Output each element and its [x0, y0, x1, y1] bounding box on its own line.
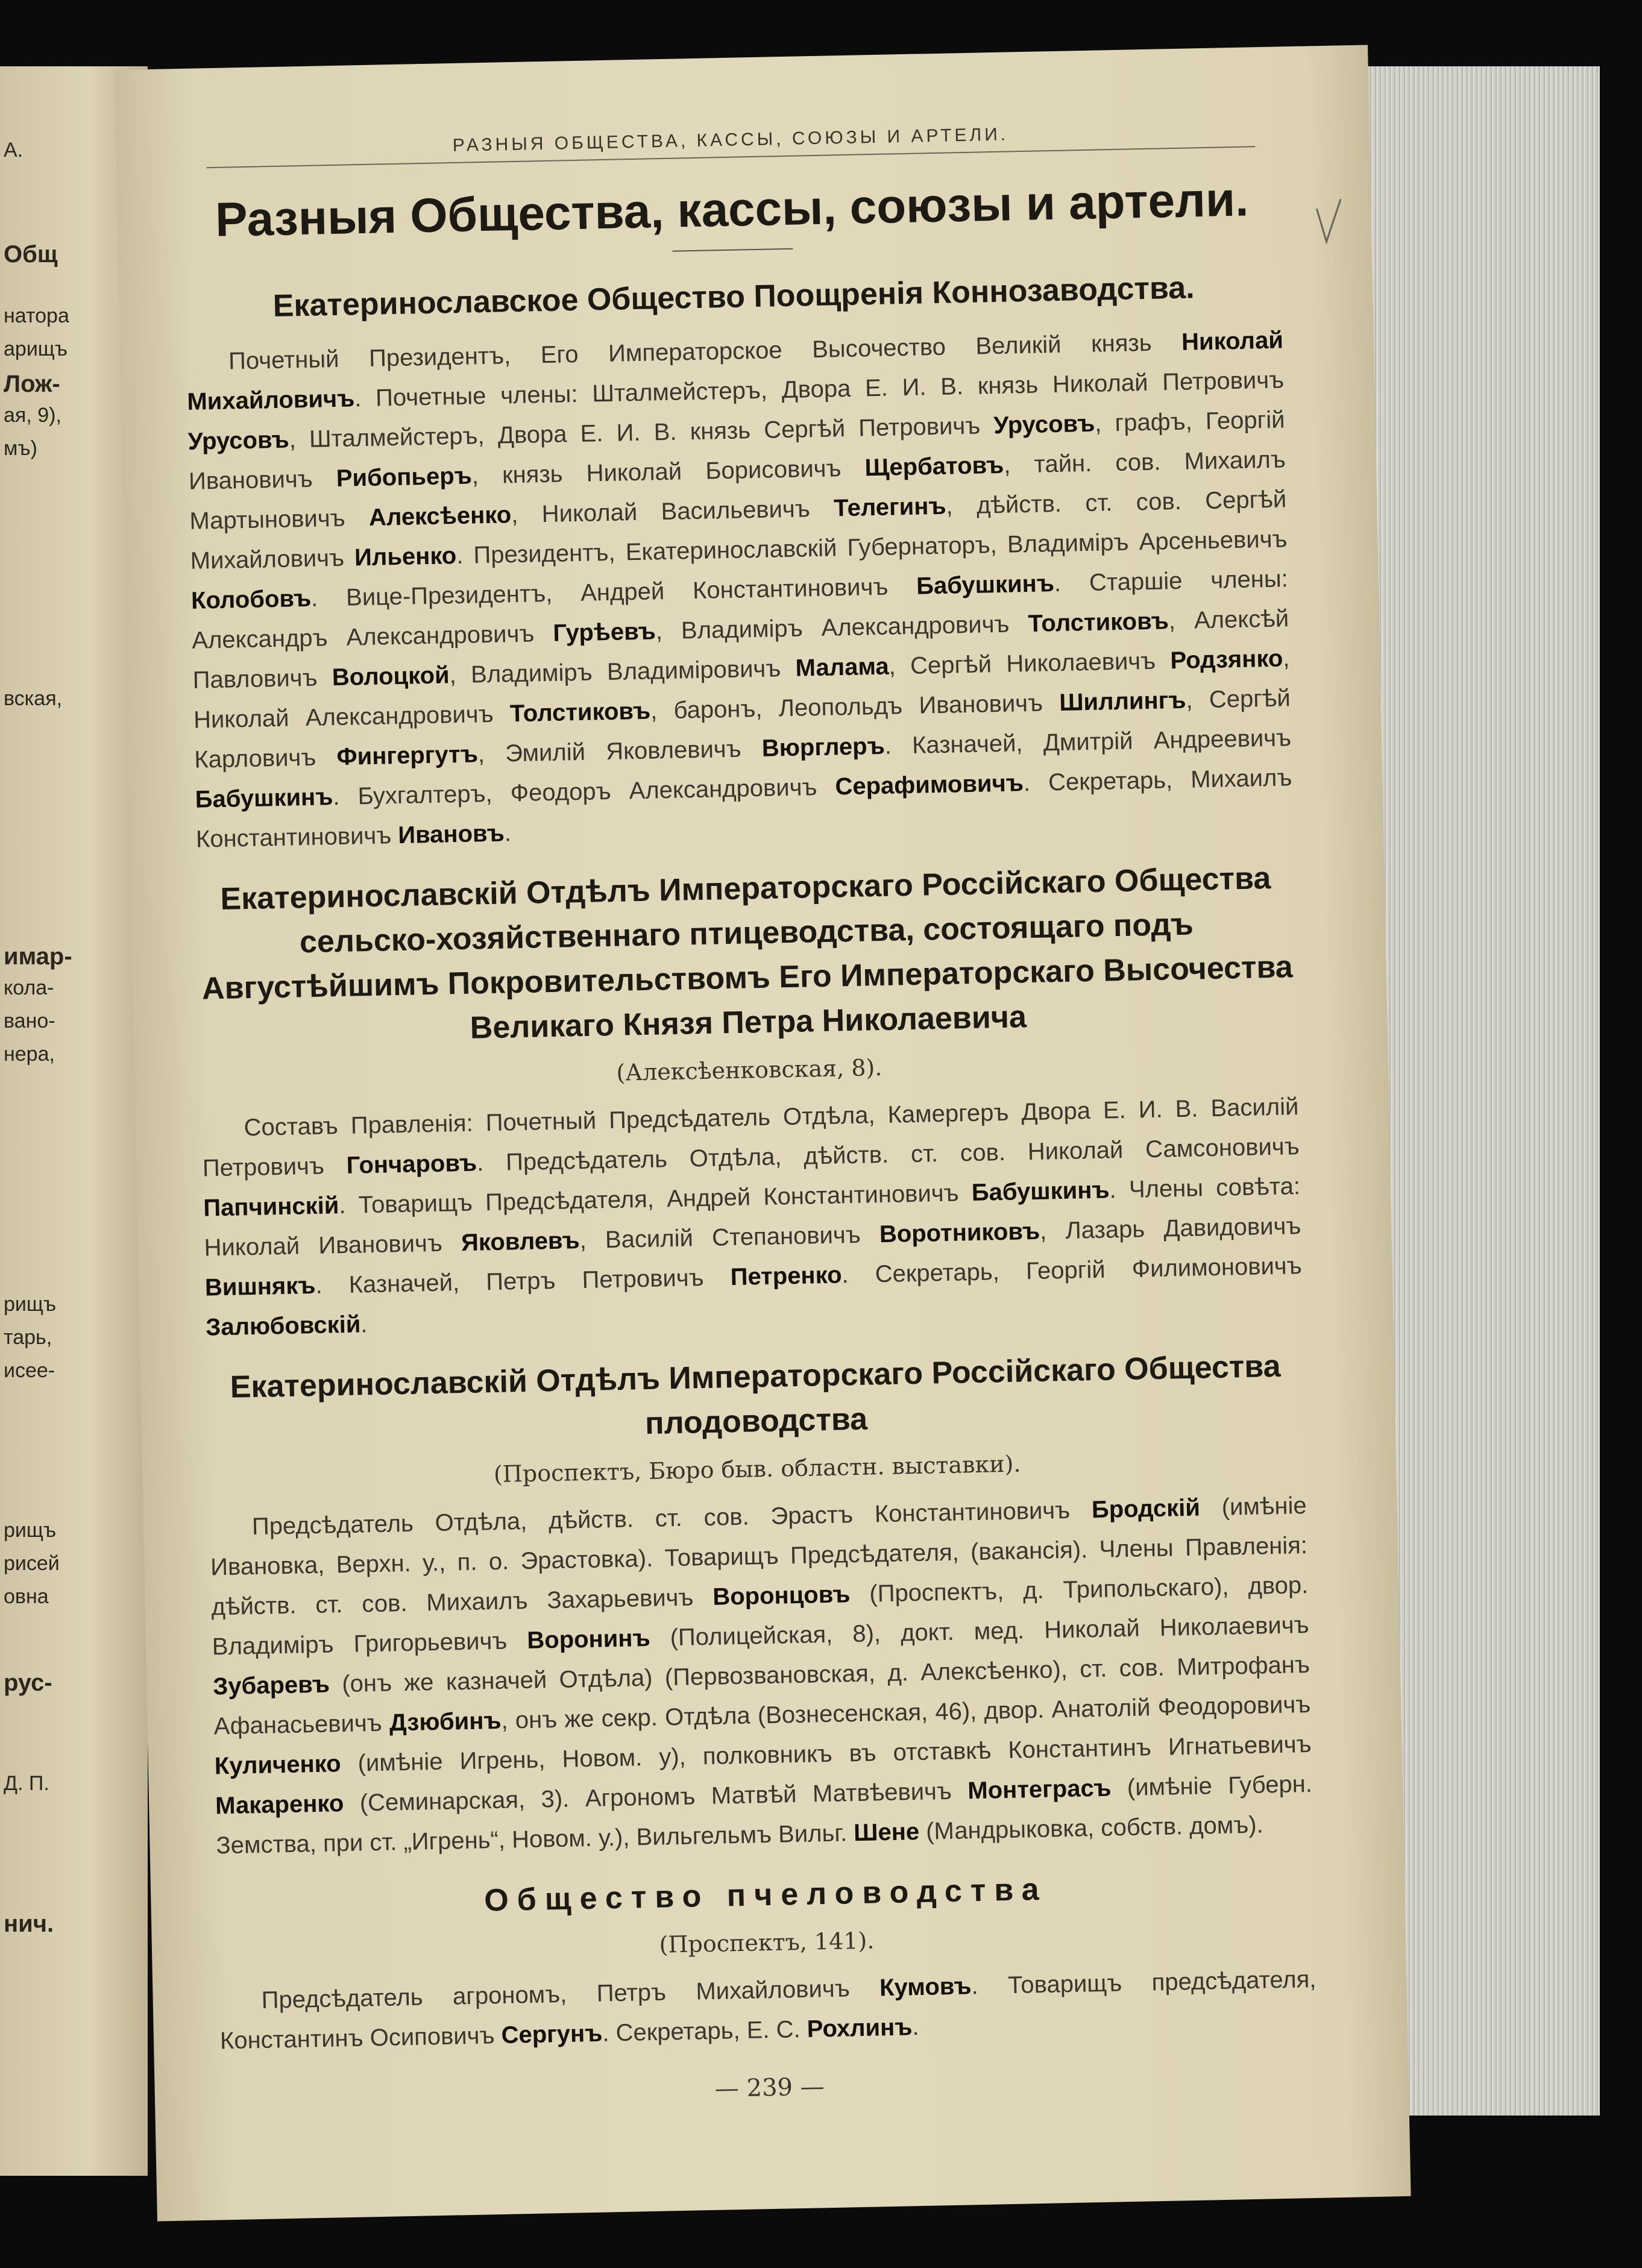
person-surname: Сергунъ	[501, 2020, 603, 2049]
body-text-run: (Полицейская, 8), докт. мед. Николай Николаевичъ	[650, 1611, 1309, 1651]
body-text-run: . Секретарь, Михаилъ Константиновичъ	[195, 764, 1292, 853]
person-surname: Николай Михайловичъ	[187, 327, 1284, 415]
section-body	[201, 1087, 1303, 1347]
person-surname: Бабушкинъ	[195, 784, 333, 813]
body-text-run: (Семинарская, 3). Агрономъ Матвѣй Матвѣевичъ	[343, 1777, 968, 1817]
body-text-run: (имѣніе Ивановка, Верхн. у., п. о. Эрастовка). Товарищъ Предсѣдателя, (вакансія). Члены Правленія: дѣйств. ст. сов. Михаилъ Захарьевичъ	[210, 1492, 1308, 1621]
person-surname: Бродскій	[1091, 1494, 1201, 1524]
left-page-fragment-text: А.	[4, 139, 24, 162]
body-text-run: .	[911, 2014, 919, 2041]
body-text-run: (имѣніе Губерн. Земства, при ст. „Игрень“, Новом. у.), Вильгельмъ Вильг.	[216, 1770, 1313, 1859]
person-surname: Ильенко	[354, 542, 457, 571]
body-text-run: , Алексѣй Павловичъ	[192, 605, 1289, 694]
section-title: Екатеринославское Общество Поощренія Коннозаводства.	[272, 270, 1195, 324]
person-surname: Рибопьеръ	[336, 462, 473, 492]
person-surname: Малама	[795, 653, 890, 682]
person-surname: Урусовъ	[993, 410, 1095, 439]
left-page-fragment-text: тарь,	[4, 1326, 52, 1349]
body-text-run: . Казначей, Петръ Петровичъ	[315, 1264, 731, 1299]
person-surname: Кумовъ	[879, 1973, 972, 2002]
pencil-check-mark	[1310, 196, 1348, 251]
section-body	[186, 320, 1293, 859]
left-page-fragment-text: нич.	[4, 1911, 54, 1937]
body-text-run: (онъ же казначей Отдѣла) (Первозвановская, д. Алексѣенко), ст. сов. Митрофанъ Афанасьевичъ	[213, 1651, 1310, 1740]
left-page-fragment-text: овна	[4, 1585, 49, 1608]
person-surname: Урусовъ	[187, 426, 290, 455]
left-page-fragment-text: арищъ	[4, 338, 68, 360]
title-rule	[673, 248, 793, 252]
person-surname: Родзянко	[1170, 645, 1283, 674]
body-text-run: , онъ же секр. Отдѣла (Вознесенская, 46), двор. Анатолій Феодоровичъ	[501, 1691, 1311, 1734]
person-surname: Яковлевъ	[461, 1227, 580, 1257]
person-surname: Вишнякъ	[204, 1272, 316, 1301]
person-surname: Макаренко	[215, 1790, 344, 1820]
left-page-fragment-text: вская,	[4, 687, 63, 710]
person-surname: Телегинъ	[833, 492, 946, 522]
left-page-fragment-text: Д. П.	[4, 1772, 49, 1795]
left-page-fragment-text: рус-	[4, 1670, 52, 1696]
person-surname: Колобовъ	[190, 585, 312, 614]
body-text-run: , баронъ, Леопольдъ Ивановичъ	[650, 689, 1060, 724]
sections	[185, 263, 1318, 2061]
left-page-fragment-text: вано-	[4, 1010, 55, 1032]
person-surname: Воронинъ	[526, 1624, 651, 1654]
person-surname: Папчинскій	[203, 1192, 339, 1222]
body-text-run: . Товарищъ Предсѣдателя, Андрей Константиновичъ	[338, 1180, 972, 1219]
body-text-run: , Владиміръ Владиміровичъ	[449, 655, 796, 689]
left-page-fragment-text: рищъ	[4, 1519, 57, 1542]
person-surname: Зубаревъ	[212, 1671, 330, 1700]
person-surname: Алексѣенко	[368, 501, 512, 531]
person-surname: Рохлинъ	[807, 2014, 913, 2043]
person-surname: Гурѣевъ	[553, 618, 656, 647]
body-text-run: , Василій Степановичъ	[579, 1221, 880, 1254]
person-surname: Щербатовъ	[864, 451, 1004, 482]
page-number: — 239 —	[714, 2073, 825, 2103]
person-surname: Монтеграсъ	[967, 1774, 1112, 1805]
page-content	[182, 119, 1318, 2113]
section-title: Общество пчеловодства	[483, 1871, 1048, 1918]
body-text-run: .	[504, 820, 512, 847]
person-surname: Бабушкинъ	[971, 1176, 1110, 1207]
body-text-run: Составъ Правленія: Почетный Предсѣдатель Отдѣла, Камергеръ Двора Е. И. В. Василій Петровичъ	[202, 1093, 1299, 1182]
person-surname: Бабушкинъ	[916, 570, 1055, 600]
body-text-run: . Казначей, Дмитрій Андреевичъ	[884, 724, 1292, 759]
left-page-fragment-text: нера,	[4, 1043, 55, 1066]
body-text-run: , Владиміръ Александровичъ	[655, 610, 1028, 645]
person-surname: Вюрглеръ	[761, 732, 885, 762]
person-surname: Серафимовичъ	[835, 770, 1024, 800]
body-text-run: (Мандрыковка, собств. домъ).	[919, 1811, 1264, 1845]
body-text-run: , Лазарь Давидовичъ	[1039, 1213, 1301, 1245]
section-body	[209, 1486, 1313, 1865]
person-surname: Волоцкой	[332, 662, 450, 691]
body-text-run: . Члены совѣта: Николай Ивановичъ	[204, 1173, 1301, 1261]
body-text-run: . Почетные члены: Шталмейстеръ, Двора Е. И. В. князь Николай Петровичъ	[354, 366, 1285, 412]
section-address: (Проспектъ, 141).	[659, 1927, 875, 1958]
body-text-run: .	[360, 1311, 368, 1338]
section-body	[219, 1959, 1317, 2061]
left-page-fragment-text: рисей	[4, 1552, 60, 1575]
left-page-fragment-text: исее-	[4, 1359, 55, 1382]
book-page	[114, 45, 1411, 2221]
body-text-run: . Президентъ, Екатеринославскій Губернаторъ, Владиміръ Арсеньевичъ	[456, 526, 1288, 569]
person-surname: Ивановъ	[397, 820, 505, 849]
person-surname: Гончаровъ	[346, 1149, 477, 1179]
person-surname: Залюбовскій	[205, 1311, 361, 1341]
person-surname: Куличенко	[214, 1750, 341, 1780]
left-page-fragment-text: имар-	[4, 943, 72, 970]
section-title: Екатеринославскій Отдѣлъ Императорскаго Россійскаго Общества плодоводства	[230, 1348, 1282, 1442]
person-surname: Воротниковъ	[879, 1217, 1040, 1248]
left-page-fragment-text: рищъ	[4, 1293, 57, 1316]
person-surname: Воронцовъ	[712, 1581, 851, 1610]
body-text-run: , Сергѣй Николаевичъ	[889, 647, 1171, 680]
body-text-run: , графъ, Георгій Ивановичъ	[188, 406, 1285, 495]
section-address: (Проспектъ, Бюро быв. областн. выставки).	[493, 1450, 1021, 1488]
body-text-run: , Николай Васильевичъ	[511, 495, 834, 529]
left-page-fragment-text: натора	[4, 304, 69, 327]
left-page-fragment-text: кола-	[4, 976, 54, 999]
body-text-run: . Товарищъ предсѣдателя, Константинъ Осиповичъ	[219, 1965, 1316, 2055]
body-text-run: . Бухгалтеръ, Феодоръ Александровичъ	[332, 773, 835, 811]
page-title: Разныя Общества, кассы, союзы и артели.	[215, 172, 1250, 247]
body-text-run: Предсѣдатель агрономъ, Петръ Михайловичъ	[261, 1974, 880, 2014]
person-surname: Толстиковъ	[1028, 608, 1169, 637]
person-surname: Шиллингъ	[1058, 686, 1186, 716]
body-text-run: (имѣніе Игрень, Новом. у), полковникъ въ отставкѣ Константинъ Игнатьевичъ	[341, 1730, 1312, 1777]
person-surname: Петренко	[730, 1261, 842, 1291]
body-text-run: . Вице-Президентъ, Андрей Константиновичъ	[310, 573, 917, 612]
left-page-fragment-text: Общ	[4, 241, 58, 268]
section-address: (Алексѣенковская, 8).	[616, 1054, 882, 1086]
person-surname: Дзюбинъ	[389, 1707, 502, 1736]
left-page-fragment-text: ая, 9),	[4, 404, 61, 427]
body-text-run: . Секретарь, Е. С.	[602, 2015, 808, 2047]
body-text-run: . Старшіе члены: Александръ Александровичъ	[191, 565, 1289, 654]
left-page-fragment-text: Лож-	[4, 371, 60, 397]
body-text-run: , Сергѣй Карловичъ	[193, 685, 1291, 773]
body-text-run: Почетный Президентъ, Его Императорское Высочество Великій князь	[228, 328, 1182, 375]
person-surname: Шене	[853, 1818, 920, 1847]
body-text-run: Предсѣдатель Отдѣла, дѣйств. ст. сов. Эрастъ Константиновичъ	[251, 1497, 1092, 1541]
body-text-run: , тайн. сов. Михаилъ Мартыновичъ	[189, 446, 1286, 535]
body-text-run: , дѣйств. ст. сов. Сергѣй Михайловичъ	[190, 486, 1287, 574]
body-text-run: . Предсѣдатель Отдѣла, дѣйств. ст. сов. Николай Самсоновичъ	[476, 1133, 1300, 1176]
person-surname: Фингергутъ	[336, 741, 479, 771]
section-title: Екатеринославскій Отдѣлъ Императорскаго Россійскаго Общества сельско-хозяйственнаго птицеводства, состоящаго подъ Августѣйшимъ Покровительствомъ Его Императорскаго Высочества Великаго Князя Петра Николаевича	[201, 860, 1294, 1046]
person-surname: Толстиковъ	[509, 697, 651, 727]
body-text-run: , Шталмейстеръ, Двора Е. И. В. князь Сергѣй Петровичъ	[289, 412, 994, 453]
body-text-run: (Проспектъ, д. Трипольскаго), двор. Владиміръ Григорьевичъ	[212, 1571, 1309, 1660]
left-page-fragment-text: мъ)	[4, 437, 37, 460]
body-text-run: . Секретарь, Георгій Филимоновичъ	[841, 1252, 1303, 1289]
body-text-run: , Николай Александровичъ	[193, 645, 1290, 733]
body-text-run: , Эмилій Яковлевичъ	[477, 735, 763, 768]
running-head: РАЗНЫЯ ОБЩЕСТВА, КАССЫ, СОЮЗЫ И АРТЕЛИ.	[206, 119, 1256, 168]
body-text-run: , князь Николай Борисовичъ	[471, 454, 866, 489]
